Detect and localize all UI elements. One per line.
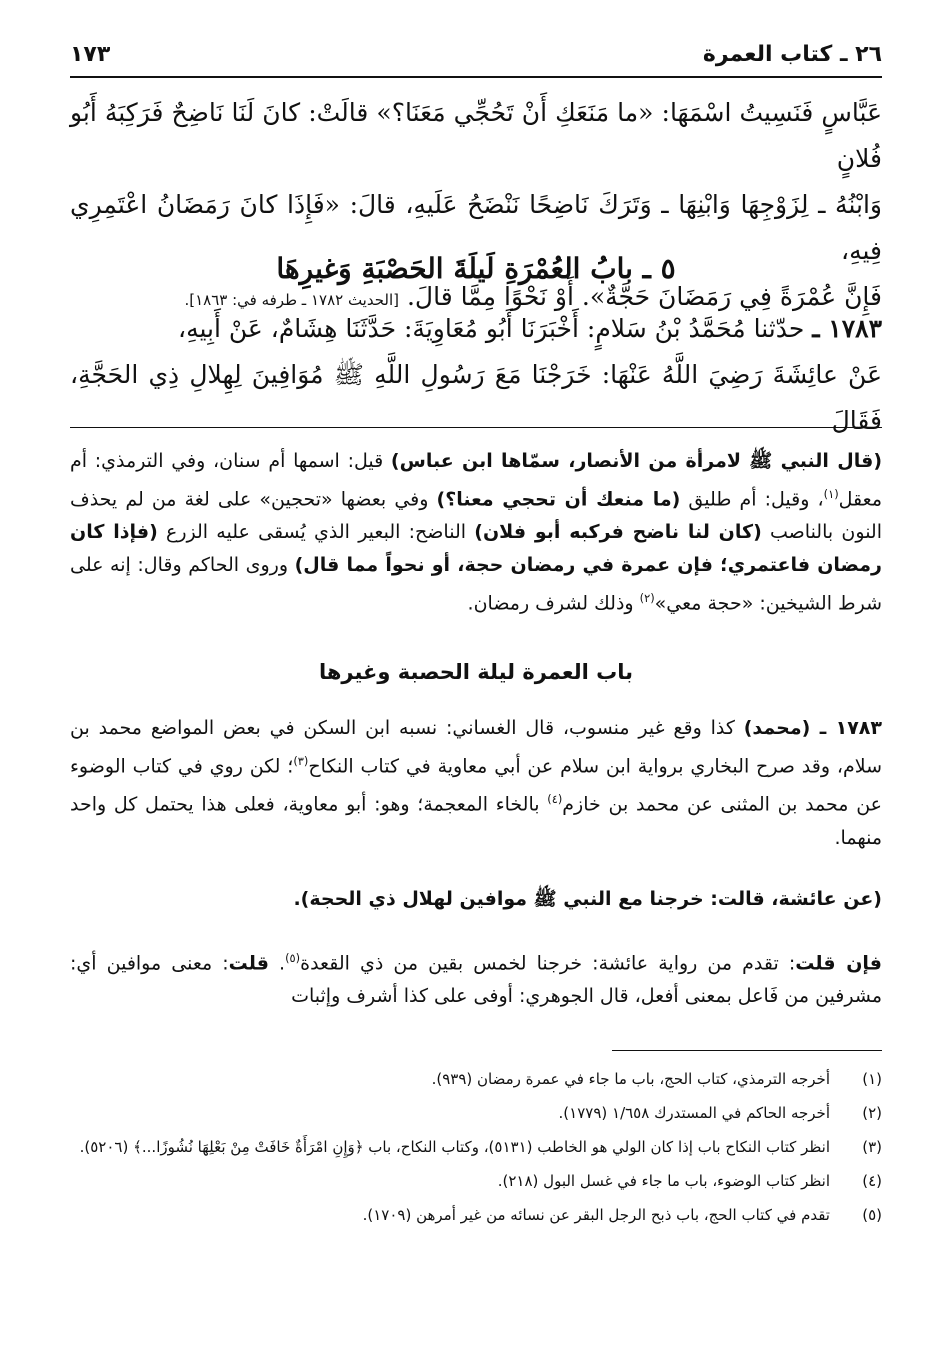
hadith-text <box>70 306 882 444</box>
quoted-text: (محمد) <box>743 717 811 739</box>
page-number: ١٧٣ <box>70 42 111 67</box>
commentary-text <box>70 942 882 1013</box>
commentary-segment: ، وقيل: أم طليق <box>680 488 824 511</box>
commentary-text <box>70 445 882 621</box>
commentary-segment: وفي بعضها «تحجين» على لغة من لم يحذف النون بالناصب <box>70 488 882 544</box>
footnote-marker: (٢) <box>639 591 655 606</box>
commentary-segment: . <box>268 952 286 975</box>
footnote-marker: (١) <box>823 487 839 501</box>
commentary-paragraph-2 <box>70 712 882 855</box>
footnote-text: أخرجه الترمذي، كتاب الحج، باب ما جاء في عمرة رمضان (٩٣٩). <box>431 1070 830 1088</box>
chapter-title: ٢٦ ـ كتاب العمرة <box>702 42 882 67</box>
chapter-section-title: ٥ ـ بابُ العُمْرَةِ لَيلَةَ الحَصْبَةِ وَغيرِهَا <box>276 252 676 285</box>
commentary-section-title: باب العمرة ليلة الحصبة وغيرها <box>318 660 634 684</box>
quoted-text: (قال النبي ﷺ لامرأة من الأنصار، سمّاها ابن عباس) <box>390 450 883 472</box>
text-commentary-divider <box>70 427 882 428</box>
footnote-marker: (٣) <box>293 754 309 768</box>
quoted-text: (كان لنا ناضح فركبه أبو فلان) <box>474 521 762 544</box>
hadith-number: ١٧٨٣ ـ <box>810 717 882 739</box>
footnote <box>70 1164 882 1198</box>
main-text-segment: حدّثنا مُحَمَّدُ بْنُ سَلامٍ: أَخْبَرَنَا أَبُو مُعَاوِيَةَ: حَدَّثَنَا هِشَامٌ، عَنْ أَبِيهِ، <box>178 314 805 343</box>
footnote-marker: (٤) <box>547 792 563 807</box>
quoted-text: (فإذا كان رمضان فاعتمري؛ فإن عمرة في رمضان حجة، أو نحواً مما قال) <box>70 521 882 577</box>
hadith-reference: [الحديث ١٧٨٢ ـ طرفه في: ١٨٦٣]. <box>184 291 400 309</box>
footnote-number: (٥) <box>862 1206 882 1224</box>
footnote-number: (٢) <box>862 1104 882 1122</box>
quoted-text: (عن عائشة، قالت: خرجنا مع النبي ﷺ موافين لهلال ذي الحجة). <box>293 888 882 910</box>
footnote-number: (١) <box>862 1070 882 1088</box>
main-text-line <box>70 306 882 352</box>
footnote <box>70 1130 882 1164</box>
quoted-text: فإن قلت <box>795 952 882 975</box>
footnotes <box>70 1062 882 1232</box>
footnote <box>70 1198 882 1232</box>
main-text-line: وَابْنُهُ ـ لِزَوْجِهَا وَابْنِهَا ـ وَتَرَكَ نَاضِحًا نَنْضَحُ عَلَيهِ، قالَ: «فَإِذَا كانَ رَمَضَانُ اعْتَمِرِي فِيهِ، <box>70 190 882 265</box>
footnote-number: (٣) <box>862 1138 882 1156</box>
commentary-text <box>70 712 882 855</box>
commentary-paragraph-4 <box>70 942 882 1013</box>
header-divider <box>70 76 882 78</box>
hadith-continuation <box>70 90 882 323</box>
main-text-line: عَبَّاسٍ فَنَسِيتُ اسْمَهَا: «ما مَنَعَكِ أَنْ تَحُجِّي مَعَنَا؟» قالَتْ: كانَ لَنَا نَاضِحٌ فَرَكِبَهُ أَبُو فُلانٍ <box>70 98 882 173</box>
commentary-segment: وذلك لشرف رمضان. <box>467 592 640 615</box>
hadith-number: ١٧٨٣ ـ <box>812 314 882 343</box>
commentary-paragraph-3 <box>70 883 882 916</box>
quoted-text: (ما منعك أن تحجي معنا؟) <box>436 488 681 511</box>
commentary-segment: قيل: اسمها أم سنان، وفي الترمذي: أم معقل <box>70 450 882 511</box>
page-header <box>70 40 882 76</box>
quoted-text: قلت <box>228 952 269 975</box>
footnote-text: أخرجه الحاكم في المستدرك ١/٦٥٨ (١٧٧٩). <box>558 1104 830 1122</box>
commentary-segment: : تقدم من رواية عائشة: خرجنا لخمس بقين من ذي القعدة <box>300 952 796 975</box>
main-text-line: عَنْ عائِشَةَ رَضِيَ اللَّهُ عَنْهَا: خَرَجْنَا مَعَ رَسُولِ اللَّهِ ﷺ مُوَافِينَ لِهِلالِ ذِي الحَجَّةِ، فَقَالَ <box>70 360 882 435</box>
commentary-segment: ؛ لكن روي في كتاب الوضوء عن محمد بن المثنى عن محمد بن خازم <box>70 755 882 816</box>
commentary-segment: بالخاء المعجمة؛ وهو: أبو معاوية، فعلى هذا يحتمل كل واحد منهما. <box>70 793 882 849</box>
commentary-segment: وروى الحاكم وقال: إنه على شرط الشيخين: «حجة معي» <box>70 554 882 615</box>
footnote-divider <box>612 1050 882 1051</box>
footnote <box>70 1062 882 1096</box>
footnote-text: انظر كتاب الوضوء، باب ما جاء في غسل البول (٢١٨). <box>497 1172 830 1190</box>
commentary-segment: كذا وقع غير منسوب، قال الغساني: نسبه ابن السكن في بعض المواضع محمد بن سلام، وقد صرح البخاري برواية ابن سلام عن أبي معاوية في كتاب النكاح <box>70 717 882 778</box>
footnote <box>70 1096 882 1130</box>
commentary-paragraph-1 <box>70 445 882 621</box>
footnote-text: انظر كتاب النكاح باب إذا كان الولي هو الخاطب (٥١٣١)، وكتاب النكاح، باب ﴿وَإِنِ امْرَأَةٌ خَافَتْ مِنْ بَعْلِهَا نُشُوزًا...﴾ (٥٢٠٦). <box>79 1138 830 1156</box>
footnote-marker: (٥) <box>285 951 301 965</box>
footnote-number: (٤) <box>862 1172 882 1190</box>
main-text-segment: فَإِنَّ عُمْرَةً فِي رَمَضَانَ حَجَّةٌ». أَوْ نَحْوًا مِمَّا قالَ. <box>406 282 882 311</box>
commentary-segment: : معنى موافين أي: مشرفين من فَاعل بمعنى أفعل، قال الجوهري: أوفى على كذا أشرف وإثبات <box>70 952 882 1008</box>
commentary-segment: الناضح: البعير الذي يُسقى عليه الزرع <box>157 521 475 544</box>
footnote-text: تقدم في كتاب الحج، باب ذبح الرجل البقر عن نسائه من غير أمرهن (١٧٠٩). <box>362 1206 830 1224</box>
